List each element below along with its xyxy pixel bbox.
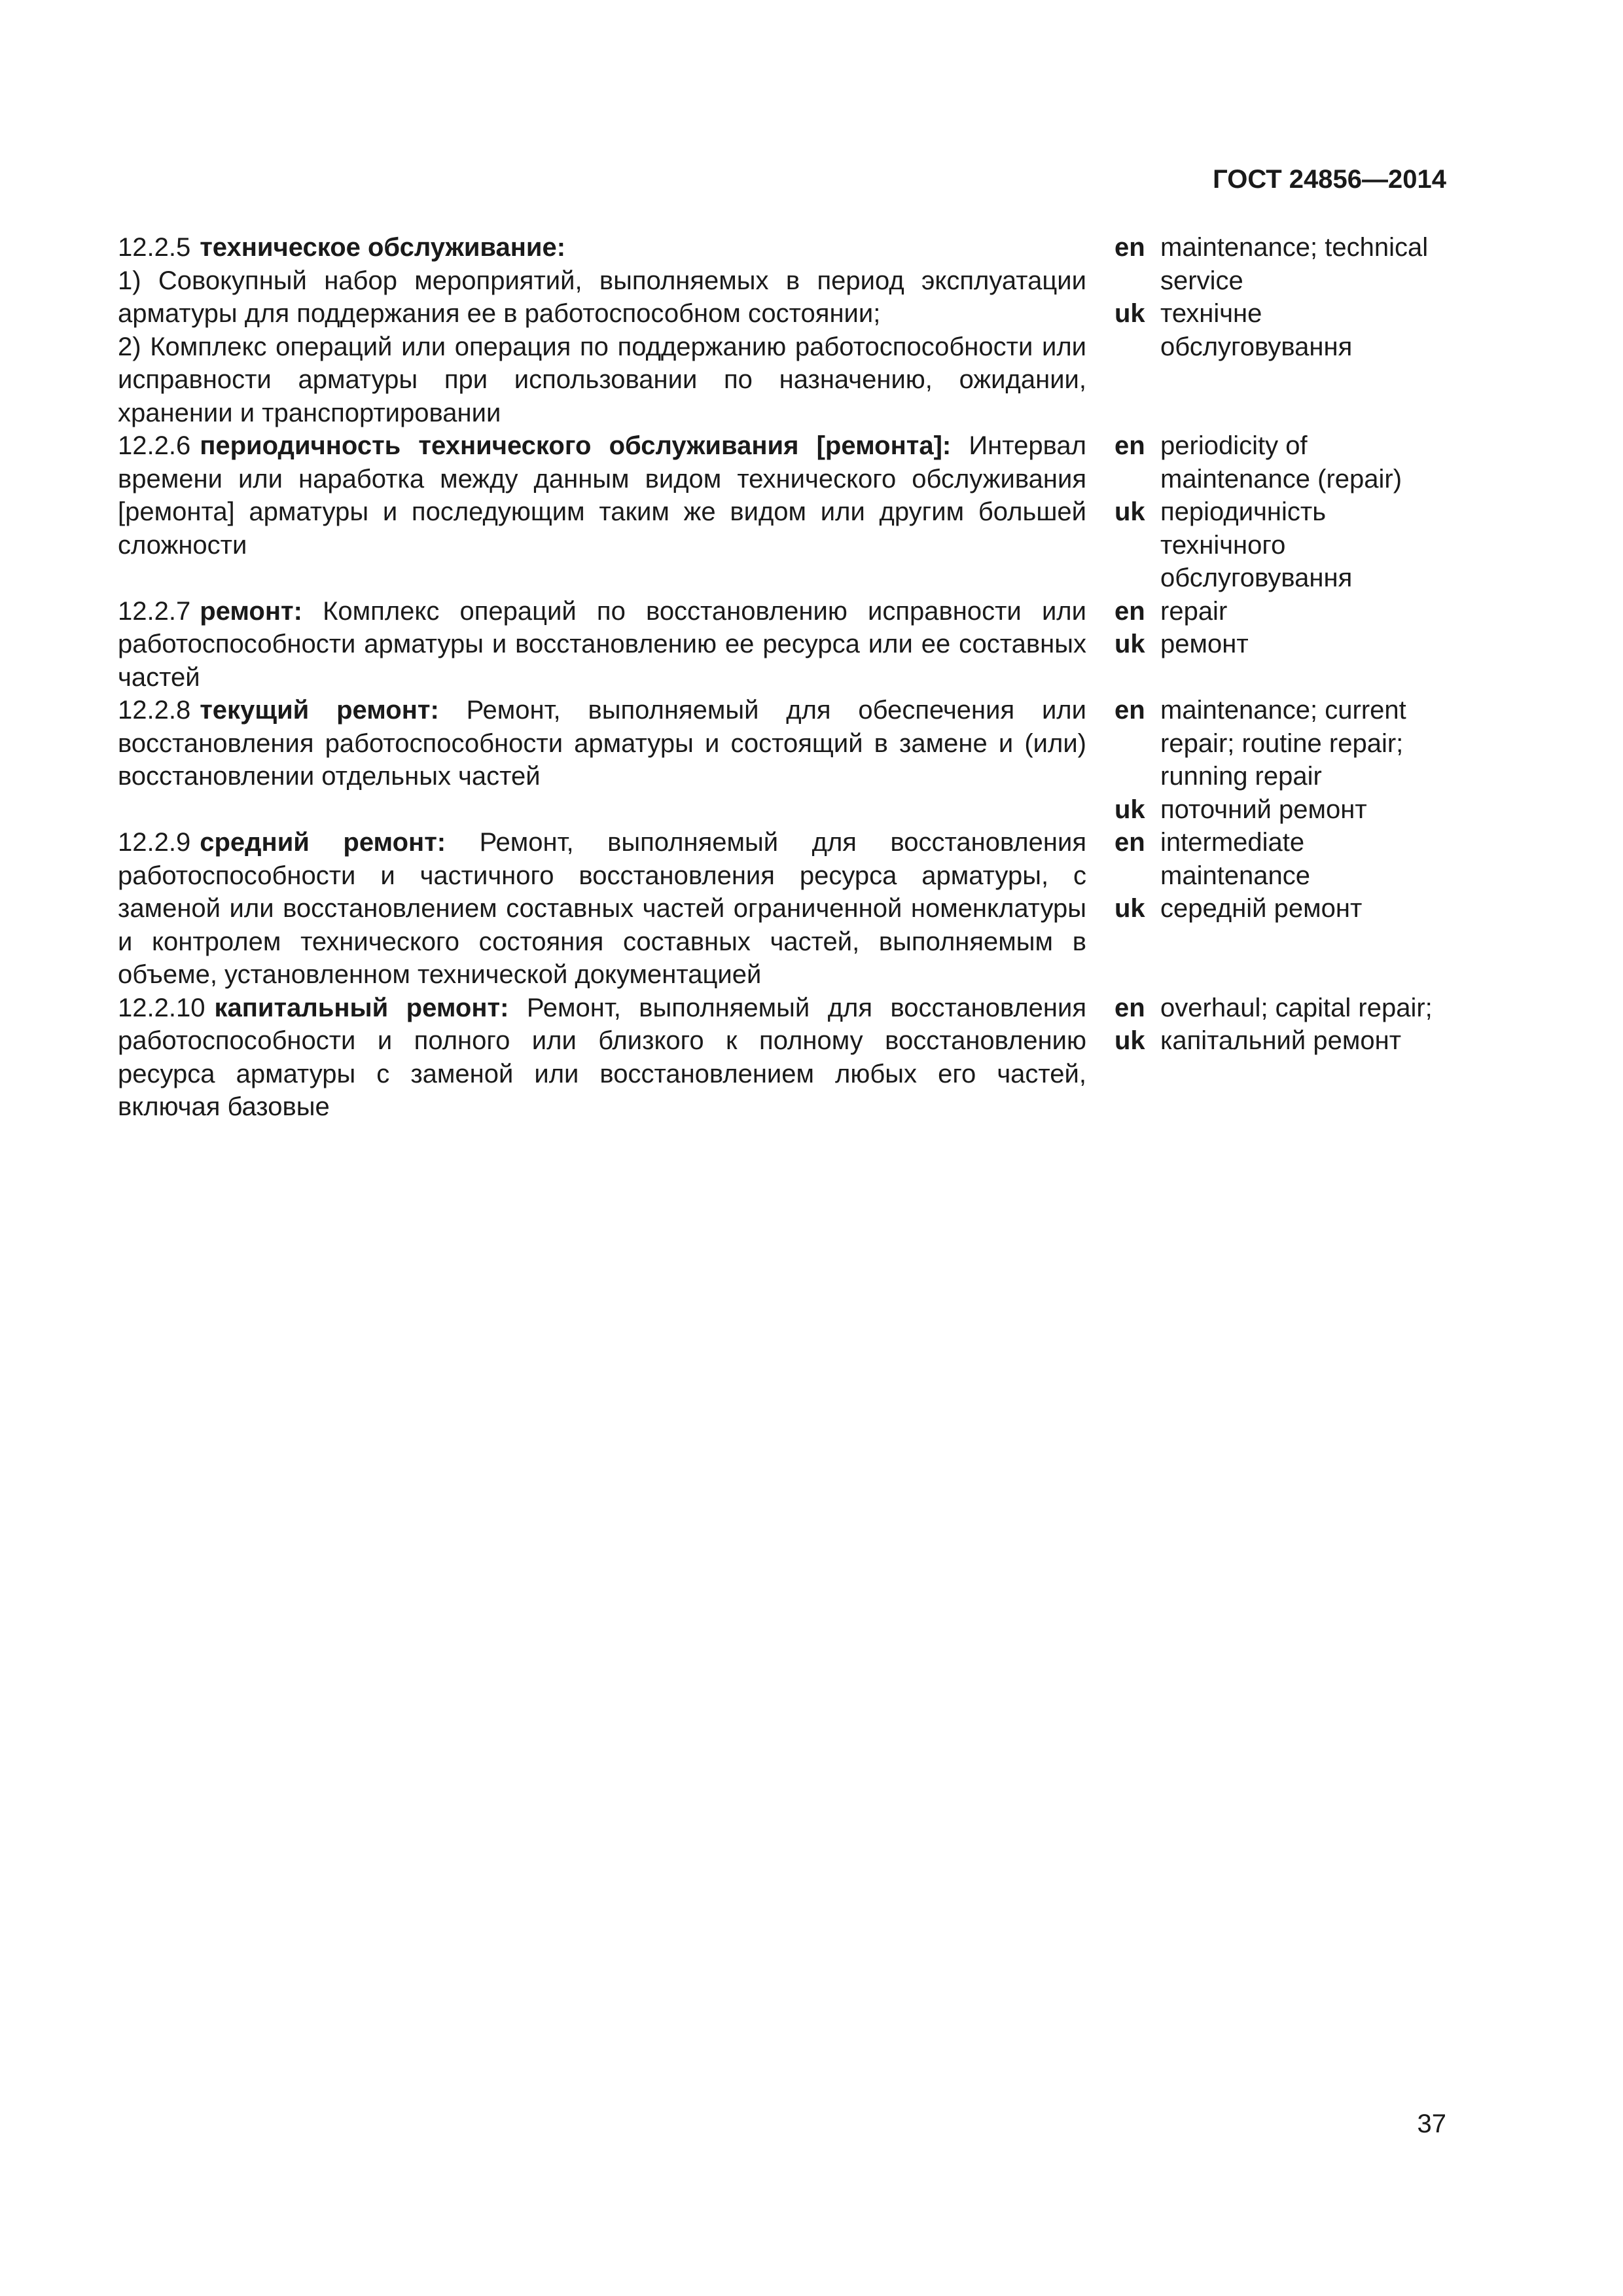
equivalent-text: intermediate maintenance xyxy=(1160,828,1311,890)
term-definition xyxy=(118,694,1086,793)
term-equivalents xyxy=(1115,826,1446,925)
equivalent-text: periodicity of maintenance (repair) xyxy=(1160,431,1402,493)
definition-paragraph: 1) Совокупный набор мероприятий, выполняемых в период эксплуатации арматуры для поддержания ее в работоспособном состоянии; xyxy=(118,266,1086,328)
term-name: периодичность технического обслуживания [ремонта]: xyxy=(200,431,952,460)
equivalent-uk xyxy=(1115,793,1446,827)
term-definition xyxy=(118,429,1086,562)
lang-code: uk xyxy=(1115,894,1145,923)
lang-code: uk xyxy=(1115,299,1145,328)
equivalent-uk xyxy=(1115,495,1446,595)
equivalent-text: ремонт xyxy=(1160,630,1249,658)
equivalent-uk xyxy=(1115,892,1446,925)
equivalent-en xyxy=(1115,429,1446,495)
term-name: средний ремонт: xyxy=(200,828,446,857)
lang-code: uk xyxy=(1115,1026,1145,1055)
term-entry-12-2-9 xyxy=(118,826,1446,992)
lang-code: uk xyxy=(1115,795,1145,824)
equivalent-text: поточний ремонт xyxy=(1160,795,1367,824)
term-number: 12.2.9 xyxy=(118,828,191,857)
terms-list xyxy=(118,231,1446,1124)
definition-text: Комплекс операций по восстановлению исправности или работоспособности арматуры и восстановлению ее ресурса или ее составных частей xyxy=(118,596,1086,692)
definition-text: Ремонт, выполняемый для восстановления работоспособности и частичного восстановления ресурса арматуры, с заменой или восстановлением составных частей ограниченной номенклатуры и контролем технического состояния составных частей, выполняемым в объеме, установленном технической документацией xyxy=(118,828,1086,989)
lang-code: uk xyxy=(1115,630,1145,658)
definition-paragraph xyxy=(118,429,1086,562)
term-definition xyxy=(118,231,1086,429)
equivalent-text: overhaul; capital repair; xyxy=(1160,993,1433,1022)
term-entry-12-2-10 xyxy=(118,992,1446,1124)
page-number: 37 xyxy=(1417,2109,1446,2138)
equivalent-en xyxy=(1115,826,1446,892)
term-entry-12-2-5 xyxy=(118,231,1446,429)
equivalent-text: maintenance; current repair; routine repair; running repair xyxy=(1160,696,1406,791)
equivalent-en xyxy=(1115,595,1446,628)
term-equivalents xyxy=(1115,429,1446,595)
lang-code: en xyxy=(1115,431,1145,460)
lang-code: en xyxy=(1115,596,1145,626)
lang-code: en xyxy=(1115,828,1145,857)
definition-paragraph xyxy=(118,826,1086,992)
equivalent-text: maintenance; technical service xyxy=(1160,233,1429,295)
definition-paragraph xyxy=(118,992,1086,1124)
equivalent-uk xyxy=(1115,1024,1446,1058)
term-name: текущий ремонт: xyxy=(200,696,439,725)
term-number: 12.2.8 xyxy=(118,696,191,725)
equivalent-text: середній ремонт xyxy=(1160,894,1363,923)
equivalent-en xyxy=(1115,694,1446,793)
equivalent-en xyxy=(1115,231,1446,297)
term-equivalents xyxy=(1115,694,1446,826)
lang-code: en xyxy=(1115,696,1145,725)
equivalent-text: періодичність технічного обслуговування xyxy=(1160,497,1353,592)
term-number: 12.2.7 xyxy=(118,596,191,626)
term-entry-12-2-6 xyxy=(118,429,1446,595)
term-equivalents xyxy=(1115,595,1446,661)
term-number: 12.2.5 xyxy=(118,233,191,262)
term-definition xyxy=(118,826,1086,992)
lang-code: uk xyxy=(1115,497,1145,526)
term-heading xyxy=(118,231,1086,264)
term-number: 12.2.10 xyxy=(118,993,205,1022)
equivalent-text: технічне обслуговування xyxy=(1160,299,1353,361)
lang-code: en xyxy=(1115,233,1145,262)
equivalent-text: капітальний ремонт xyxy=(1160,1026,1402,1055)
lang-code: en xyxy=(1115,993,1145,1022)
term-equivalents xyxy=(1115,231,1446,363)
definition-text: Интервал времени или наработка между данным видом технического обслуживания [ремонта] арматуры и последующим таким же видом или другим большей сложности xyxy=(118,431,1086,560)
equivalent-uk xyxy=(1115,628,1446,661)
term-name: капитальный ремонт: xyxy=(214,993,509,1022)
term-entry-12-2-8 xyxy=(118,694,1446,826)
equivalent-uk xyxy=(1115,297,1446,363)
definition-paragraph: 2) Комплекс операций или операция по поддержанию работоспособности или исправности арматуры при использовании по назначению, ожидании, хранении и транспортировании xyxy=(118,332,1086,427)
definition-paragraph xyxy=(118,694,1086,793)
definition-paragraph xyxy=(118,595,1086,694)
document-header-id: ГОСТ 24856—2014 xyxy=(1213,165,1446,194)
definition-text: Ремонт, выполняемый для восстановления работоспособности и полного или близкого к полному восстановлению ресурса арматуры с заменой или восстановлением любых его частей, включая базовые xyxy=(118,993,1087,1121)
term-entry-12-2-7 xyxy=(118,595,1446,694)
term-name: ремонт: xyxy=(200,596,302,626)
definition-text: Ремонт, выполняемый для обеспечения или восстановления работоспособности арматуры и состоящий в замене и (или) восстановлении отдельных частей xyxy=(118,696,1086,791)
term-name: техническое обслуживание: xyxy=(200,233,566,262)
equivalent-text: repair xyxy=(1160,596,1228,626)
term-definition xyxy=(118,992,1086,1124)
term-definition xyxy=(118,595,1086,694)
term-equivalents xyxy=(1115,992,1446,1058)
equivalent-en xyxy=(1115,992,1446,1025)
term-number: 12.2.6 xyxy=(118,431,191,460)
